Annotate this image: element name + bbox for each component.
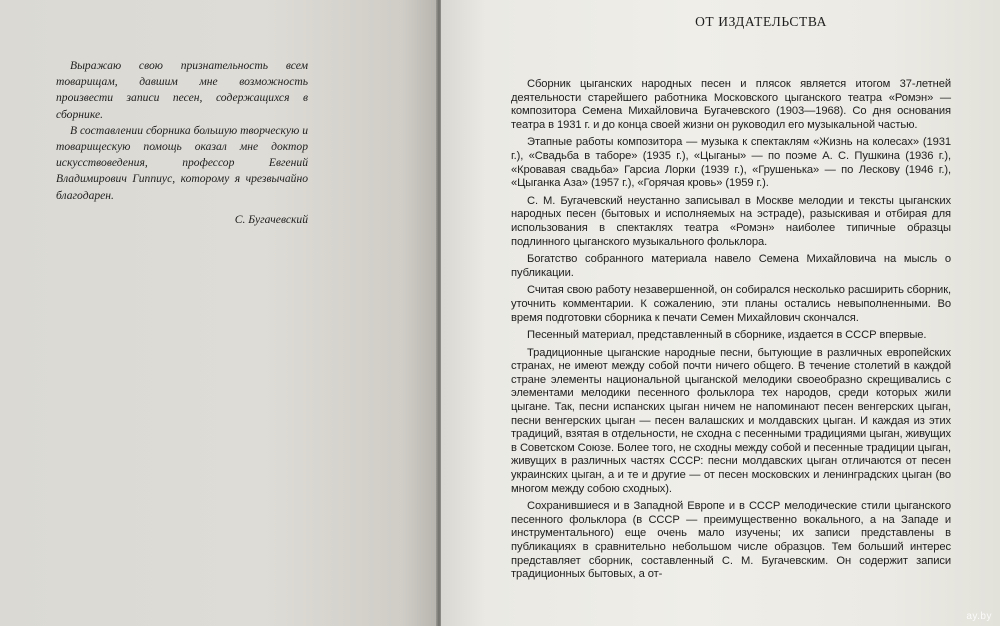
body-paragraph: Сборник цыганских народных песен и плясок является итогом 37-летней деятельности старейшего работника Московского цыганского театра «Ромэн» — композитора Семена Михайловича Бугачевского (1903—1968). Со дня основания театра в 1931 г. и до конца своей жизни он руководил его музыкальной частью. <box>511 78 951 131</box>
left-page <box>0 0 438 626</box>
body-paragraph: Считая свою работу незавершенной, он собирался несколько расширить сборник, уточнить комментарии. К сожалению, эти планы остались невыполненными. Во время подготовки сборника к печати Семен Михайлович скончался. <box>511 284 951 324</box>
right-page <box>441 0 1000 626</box>
body-paragraph: Этапные работы композитора — музыка к спектаклям «Жизнь на колесах» (1931 г.), «Свадьба в таборе» (1935 г.), «Цыганы» — по поэме А. С. Пушкина (1936 г.), «Кровавая свадьба» Гарсиа Лорки (1939 г.), «Грушенька» — по Лескову (1946 г.), «Цыганка Аза» (1957 г.), «Горячая кровь» (1959 г.). <box>511 136 951 190</box>
publisher-note-body <box>511 78 951 582</box>
body-paragraph: Богатство собранного материала навело Семена Михайловича на мысль о публикации. <box>511 253 951 279</box>
body-paragraph: Сохранившиеся и в Западной Европе и в СССР мелодические стили цыганского песенного фольклора (в СССР — преимущественно вокального, а на Западе и инструментального) еще очень мало изучены; их записи представлены в публикациях в сравнительно небольшом числе образцов. Тем больший интерес представляет сборник, составленный С. М. Бугачевским. Он содержит записи традиционных бытовых, а от- <box>511 500 951 581</box>
page-title: ОТ ИЗДАТЕЛЬСТВА <box>695 14 827 29</box>
body-paragraph: С. М. Бугачевский неустанно записывал в Москве мелодии и тексты цыганских народных песен (бытовых и исполняемых на эстраде), разыскивая и отбирая для использования в спектаклях театра «Ромэн» наиболее типичные образцы подлинного цыганского музыкального фольклора. <box>511 194 951 248</box>
acknowledgement-paragraph: Выражаю свою признательность всем товарищам, давшим мне возможность произвести записи песен, содержащихся в сборнике. <box>56 59 308 121</box>
author-signature: С. Бугачевский <box>234 212 308 226</box>
watermark: ay.by <box>966 611 992 622</box>
acknowledgement-paragraph: В составлении сборника большую творческую и товарищескую помощь оказал мне доктор искусствоведения, профессор Евгений Владимирович Гиппиус, которому я чрезвычайно благодарен. <box>56 123 308 202</box>
publisher-note <box>511 14 951 586</box>
body-paragraph: Традиционные цыганские народные песни, бытующие в различных европейских странах, не имеют между собой почти ничего общего. В течение столетий в каждой стране элементы национальной цыганской мелодики своеобразно скрещивались с элементами мелодики песенного фольклора тех народов, среди которых жили цыгане. Так, песни испанских цыган ничем не напоминают песен венгерских цыган, песни венгерских цыган — песен валашских и молдавских цыган. И каждая из этих традиций, взятая в отдельности, не сходна с песенными традициями цыган, живущих в Советском Союзе. Более того, не сходны между собой и песенные традиции цыган, живущих в различных частях СССР: песни молдавских цыган отличаются от песен украинских цыган, а и те и другие — от песен московских и ленинградских цыган (во многом между собою сходных). <box>511 346 951 495</box>
body-paragraph: Песенный материал, представленный в сборнике, издается в СССР впервые. <box>527 329 927 342</box>
acknowledgement-block <box>56 58 308 228</box>
